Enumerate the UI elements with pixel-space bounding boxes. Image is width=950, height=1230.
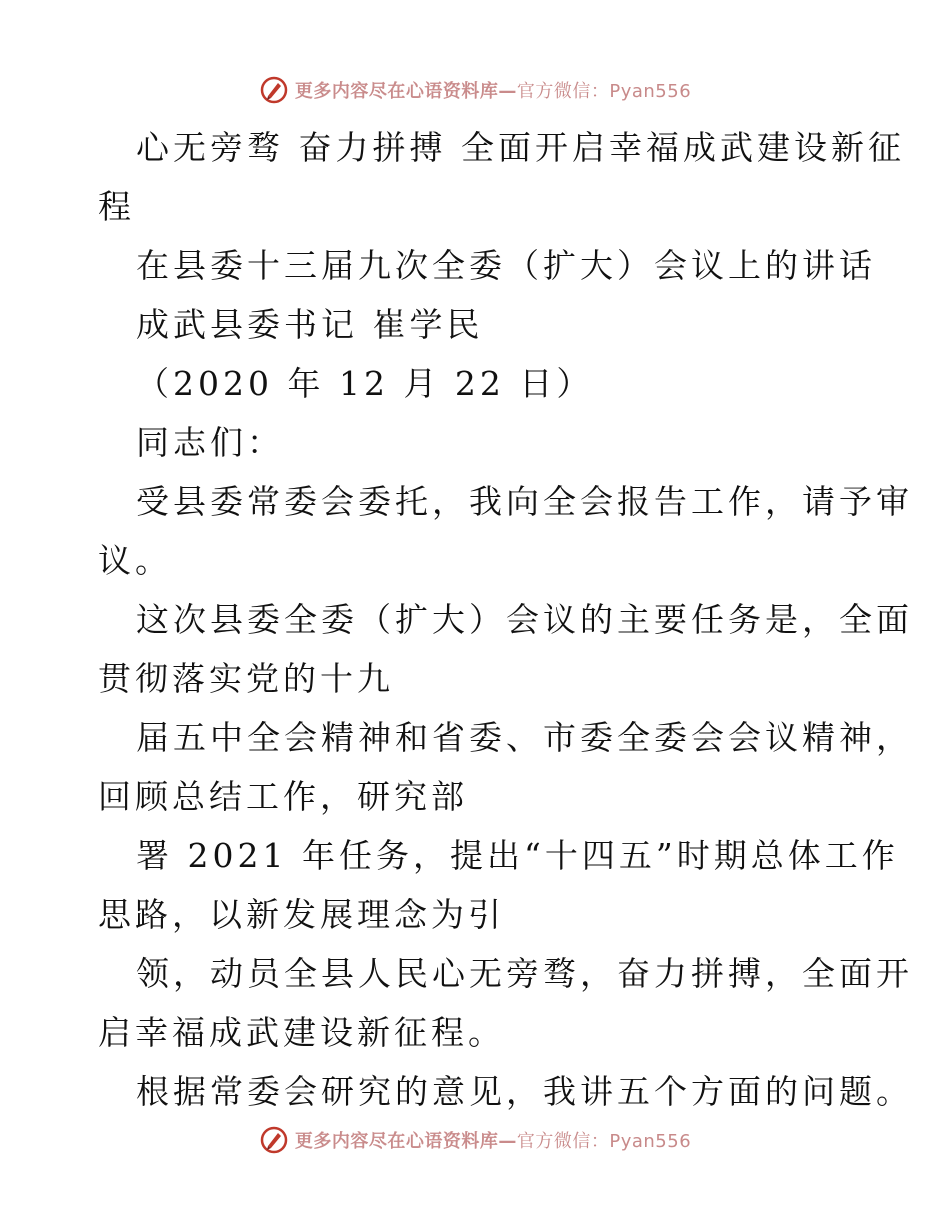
doc-line: 议。 — [98, 541, 172, 580]
banner-separator: — — [498, 1131, 517, 1152]
banner-wechat-label: 官方微信： — [516, 81, 610, 102]
banner-text-main: 更多内容尽在心语资料库 — [294, 81, 499, 102]
doc-line: 启幸福成武建设新征程。 — [98, 1013, 505, 1052]
banner-wechat-label: 官方微信： — [516, 1131, 610, 1152]
doc-line: 回顾总结工作，研究部 — [98, 777, 468, 816]
banner-wechat-id: Pyan556 — [609, 81, 692, 102]
doc-line: 成武县委书记 崔学民 — [136, 305, 484, 344]
doc-line: 领，动员全县人民心无旁骛，奋力拼搏，全面开 — [136, 954, 913, 993]
doc-line: 在县委十三届九次全委（扩大）会议上的讲话 — [136, 246, 876, 285]
footer-watermark-banner — [0, 1120, 950, 1160]
doc-line: 届五中全会精神和省委、市委全委会会议精神， — [136, 718, 913, 757]
doc-line: 心无旁骛 奋力拼搏 全面开启幸福成武建设新征 — [136, 128, 905, 167]
doc-line: 受县委常委会委托，我向全会报告工作，请予审 — [136, 482, 913, 521]
banner-separator: — — [498, 81, 517, 102]
doc-line: 根据常委会研究的意见，我讲五个方面的问题。 — [136, 1072, 913, 1111]
document-body — [98, 118, 913, 1121]
doc-line: 程 — [98, 187, 135, 226]
doc-line: 同志们： — [136, 423, 284, 462]
doc-line: 署 2021 年任务，提出“十四五”时期总体工作 — [136, 836, 899, 875]
header-watermark-banner — [0, 70, 950, 110]
doc-line: 这次县委全委（扩大）会议的主要任务是，全面 — [136, 600, 913, 639]
pen-logo-icon — [259, 1125, 289, 1155]
doc-line: （2020 年 12 月 22 日） — [136, 364, 594, 403]
banner-wechat-id: Pyan556 — [609, 1131, 692, 1152]
doc-line: 贯彻落实党的十九 — [98, 659, 394, 698]
doc-line: 思路，以新发展理念为引 — [98, 895, 505, 934]
pen-logo-icon — [259, 75, 289, 105]
banner-text-main: 更多内容尽在心语资料库 — [294, 1131, 499, 1152]
